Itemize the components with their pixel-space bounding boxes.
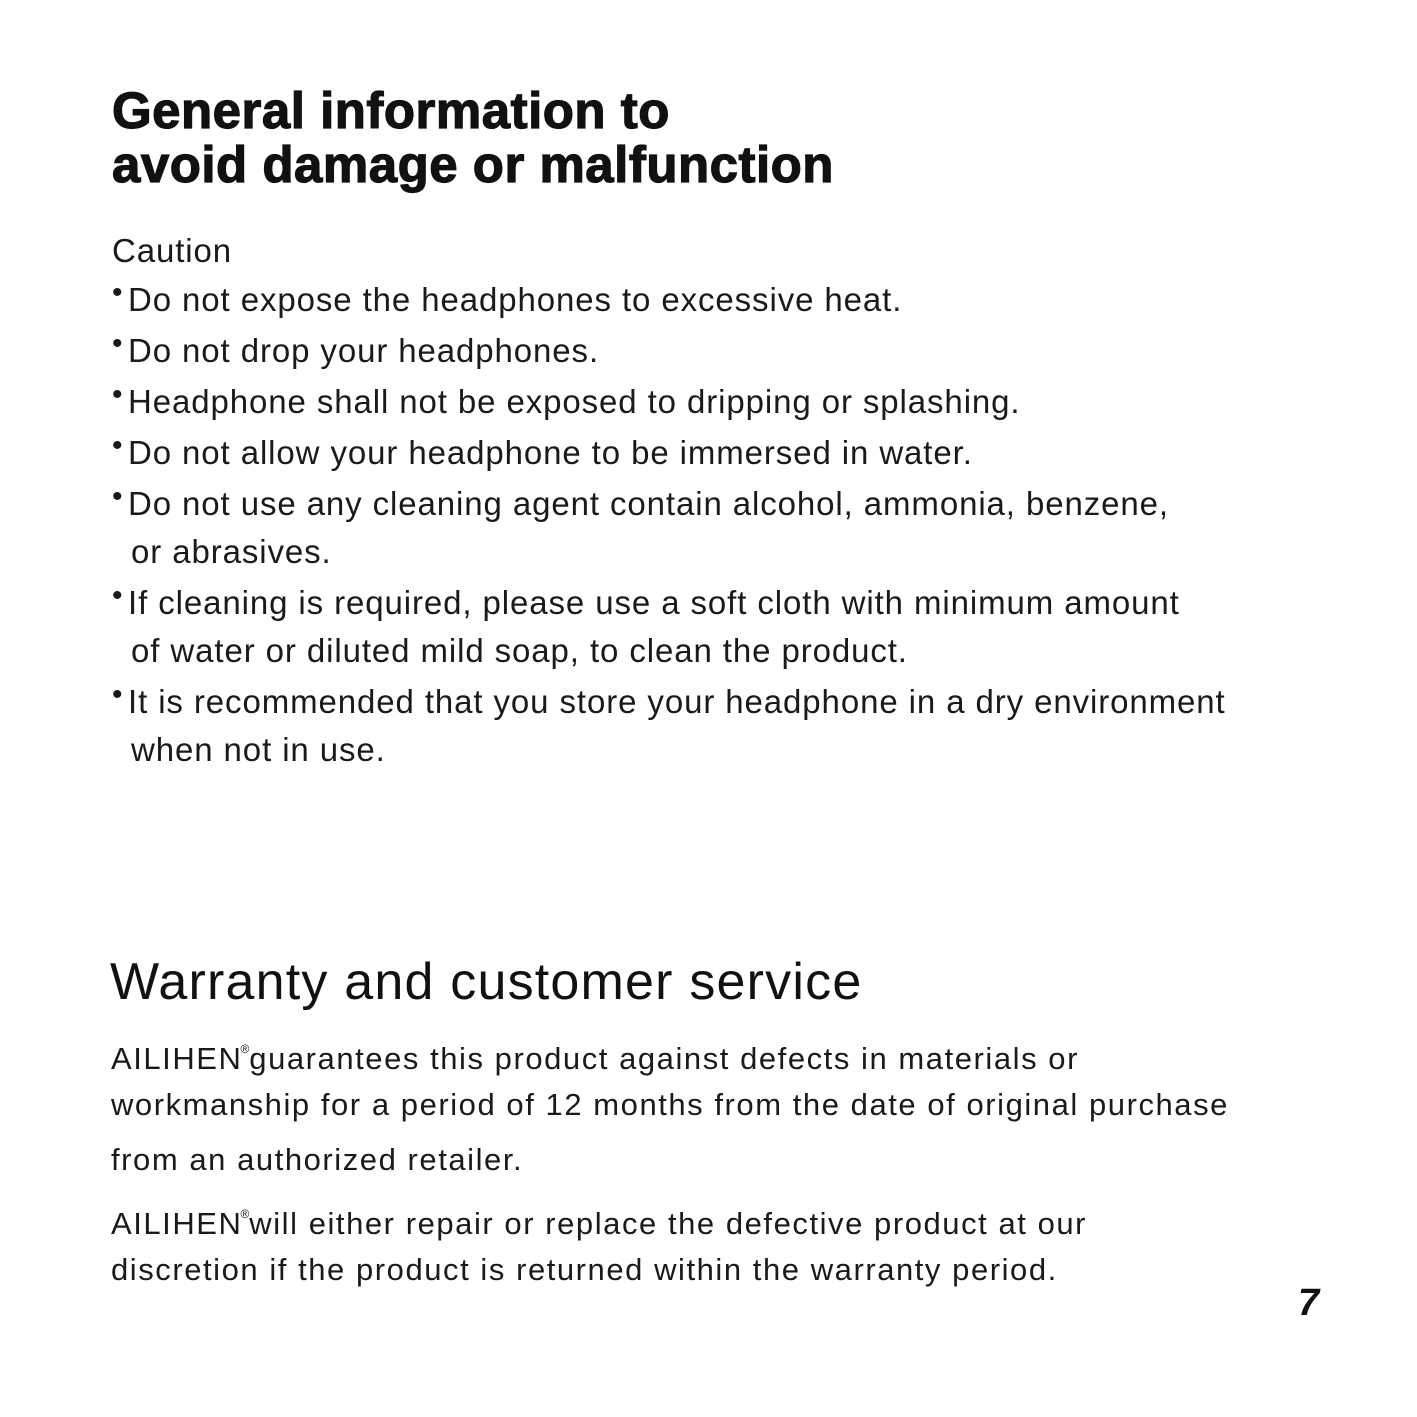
title-line-1: General information to <box>112 82 670 139</box>
bullet-icon: • <box>112 480 124 513</box>
warranty-line <box>111 1077 1371 1132</box>
caution-section <box>112 226 1362 777</box>
caution-heading: Caution <box>112 232 233 269</box>
caution-item-text: Do not allow your headphone to be immersed in water. <box>128 434 973 471</box>
registered-mark-icon: ® <box>240 1042 250 1056</box>
warranty-line <box>111 1022 1371 1077</box>
page-title <box>112 84 834 192</box>
bullet-icon: • <box>112 327 124 360</box>
caution-item <box>112 678 1362 777</box>
warranty-line-text: from an authorized retailer. <box>111 1142 524 1177</box>
warranty-line <box>111 1242 1371 1297</box>
bullet-icon: • <box>112 579 124 612</box>
warranty-line-text: guarantees this product against defects in materials or <box>249 1041 1079 1076</box>
caution-item-text: If cleaning is required, please use a soft cloth with minimum amount of water or diluted mild soap, to clean the product. <box>128 584 1180 669</box>
registered-mark-icon: ® <box>240 1207 250 1221</box>
warranty-line-text: will either repair or replace the defective product at our <box>249 1206 1088 1241</box>
caution-item <box>112 480 1362 579</box>
caution-item-text: Do not drop your headphones. <box>128 332 600 369</box>
title-line-2: avoid damage or malfunction <box>112 136 834 193</box>
warranty-line-text: discretion if the product is returned within the warranty period. <box>111 1252 1058 1287</box>
bullet-icon: • <box>112 276 124 309</box>
brand-name: AILIHEN <box>111 1206 243 1241</box>
caution-item <box>112 579 1362 678</box>
warranty-line <box>111 1187 1371 1242</box>
caution-item-text: Headphone shall not be exposed to dripping or splashing. <box>128 383 1021 420</box>
caution-item-text: Do not use any cleaning agent contain alcohol, ammonia, benzene, or abrasives. <box>128 485 1169 570</box>
page-number: 7 <box>1298 1282 1320 1324</box>
caution-item <box>112 276 1362 327</box>
bullet-icon: • <box>112 378 124 411</box>
bullet-icon: • <box>112 678 124 711</box>
warranty-text <box>111 1022 1371 1297</box>
warranty-heading: Warranty and customer service <box>110 953 863 1011</box>
caution-item <box>112 327 1362 378</box>
warranty-line <box>111 1132 1371 1187</box>
brand-name: AILIHEN <box>111 1041 243 1076</box>
caution-item-text: Do not expose the headphones to excessive heat. <box>128 281 903 318</box>
caution-item <box>112 429 1362 480</box>
bullet-icon: • <box>112 429 124 462</box>
caution-item <box>112 378 1362 429</box>
warranty-line-text: workmanship for a period of 12 months from the date of original purchase <box>111 1087 1229 1122</box>
caution-item-text: It is recommended that you store your headphone in a dry environment when not in use. <box>128 683 1226 768</box>
